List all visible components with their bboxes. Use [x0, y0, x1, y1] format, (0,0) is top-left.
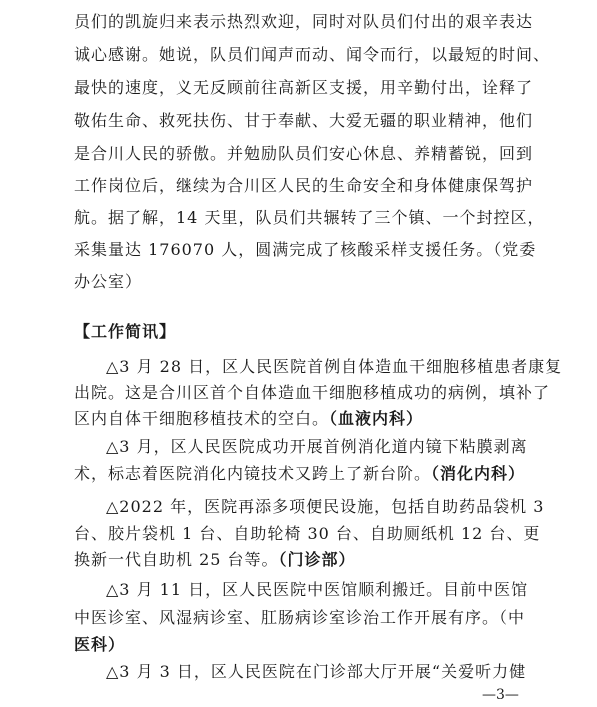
brief-line: 医科） — [74, 635, 126, 654]
brief-line: 出院。这是合川区首个自体造血干细胞移植成功的病例，填补了 — [74, 383, 551, 402]
paragraph-line: 采集量达 176070 人，圆满完成了核酸采样支援任务。（党委 — [74, 240, 537, 259]
paragraph-line: 敬佑生命、救死扶伤、甘于奉献、大爱无疆的职业精神，他们 — [74, 111, 534, 130]
paragraph-line: 诚心感谢。她说，队员们闻声而动、闻令而行，以最短的时间、 — [74, 45, 551, 64]
brief-line: 换新一代自助机 25 台等。 — [74, 550, 279, 569]
paragraph-line: 工作岗位后，继续为合川区人民的生命安全和身体健康保驾护 — [74, 176, 534, 195]
paragraph-line: 是合川人民的骄傲。并勉励队员们安心休息、养精蓄锐，回到 — [74, 144, 534, 163]
paragraph-line: 员们的凯旋归来表示热烈欢迎，同时对队员们付出的艰辛表达 — [74, 12, 534, 31]
brief-line: △3 月，区人民医院成功开展首例消化道内镜下粘膜剥离 — [106, 437, 528, 456]
brief-line: 台、胶片袋机 1 台、自助轮椅 30 台、自助厕纸机 12 台、更 — [74, 524, 541, 543]
brief-source: （消化内科） — [431, 464, 526, 483]
brief-line: 术，标志着医院消化内镜技术又跨上了新台阶。 — [74, 464, 432, 483]
page-number: —3— — [482, 687, 519, 703]
brief-line: △3 月 28 日，区人民医院首例自体造血干细胞移植患者康复 — [106, 357, 563, 376]
paragraph-line: 最快的速度，义无反顾前往高新区支援，用辛勤付出，诠释了 — [74, 78, 534, 97]
brief-line: 区内自体干细胞移植技术的空白。 — [74, 409, 330, 428]
brief-source: （血液内科） — [329, 409, 424, 428]
paragraph-line: 办公室） — [74, 272, 143, 291]
brief-line: 中医诊室、风湿病诊室、肛肠病诊室诊治工作开展有序。（中 — [74, 608, 526, 627]
brief-line: △3 月 3 日，区人民医院在门诊部大厅开展“关爱听力健 — [106, 662, 527, 681]
paragraph-line: 航。据了解，14 天里，队员们共辗转了三个镇、一个封控区， — [74, 208, 545, 227]
brief-line: △2022 年，医院再添多项便民设施，包括自助药品袋机 3 — [106, 497, 545, 516]
brief-source: （门诊部） — [278, 550, 356, 569]
section-title: 【工作简讯】 — [74, 322, 177, 341]
brief-line: △3 月 11 日，区人民医院中医馆顺利搬迁。目前中医馆 — [106, 580, 529, 599]
